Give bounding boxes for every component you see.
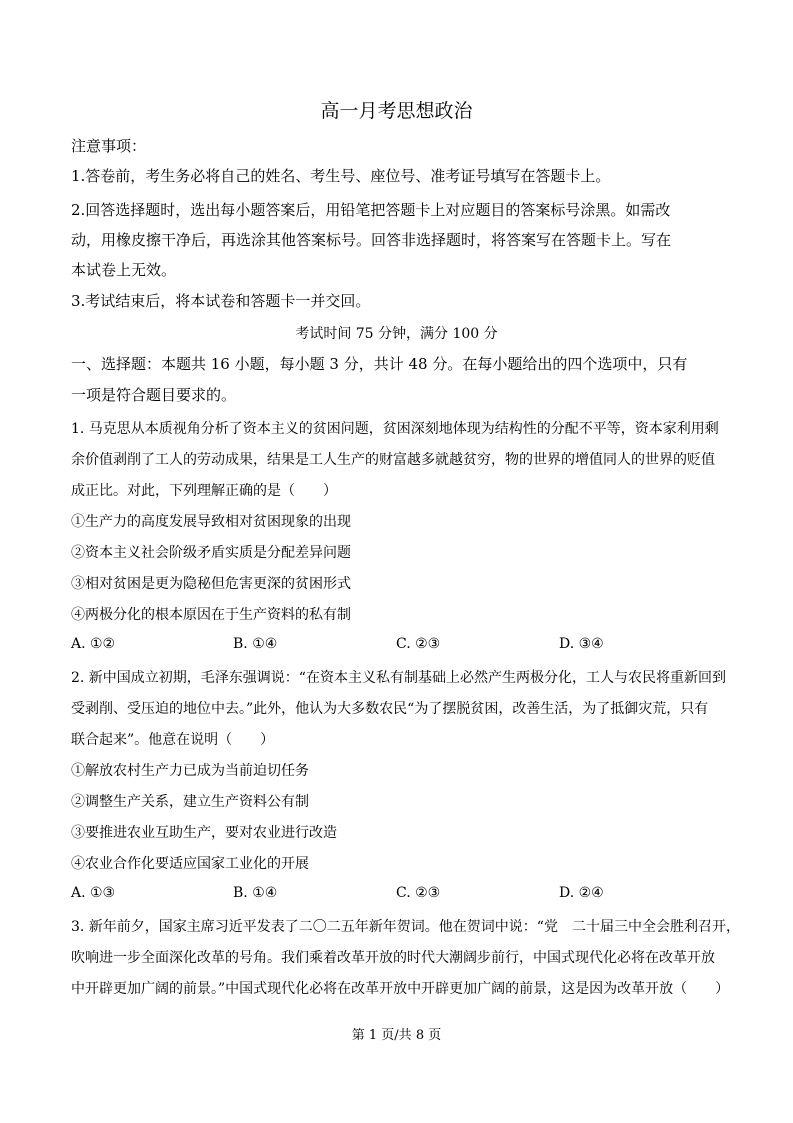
question-1-stem: 余价值剥削了工人的劳动成果，结果是工人生产的财富越多就越贫穷，物的世界的增值同人的世界的贬值 [71,452,715,468]
question-3-stem: 3. 新年前夕，国家主席习近平发表了二〇二五年新年贺词。他在贺词中说：“党 二十届三中全会胜利召开， [71,919,740,935]
notice-line: 本试卷上无效。 [71,261,177,279]
option-b: B. ①④ [233,885,278,901]
question-2-item: ②调整生产关系，建立生产资料公有制 [71,794,309,810]
option-d: D. ③④ [559,636,604,652]
option-a: A. ①③ [71,885,116,901]
option-d: D. ②④ [559,885,604,901]
notice-line: 1.答卷前，考生务必将自己的姓名、考生号、座位号、准考证号填写在答题卡上。 [71,167,611,185]
option-b: B. ①④ [233,636,278,652]
question-1-item: ④两极分化的根本原因在于生产资料的私有制 [71,607,351,623]
exam-info: 考试时间 75 分钟，满分 100 分 [295,326,498,342]
question-2-stem: 联合起来”。他意在说明（ ） [71,732,275,748]
question-3-stem: 吹响进一步全面深化改革的号角。我们乘着改革开放的时代大潮阔步前行，中国式现代化必将在改革开放 [71,950,715,966]
question-1-item: ③相对贫困是更为隐秘但危害更深的贫困形式 [71,576,351,592]
question-2-options [71,885,721,905]
question-2-stem: 受剥削、受压迫的地位中去。”此外，他认为大多数农民“为了摆脱贫困，改善生活，为了抵御灾荒，只有 [71,701,709,717]
section-heading: 一、选择题：本题共 16 小题，每小题 3 分，共计 48 分。在每小题给出的四个选项中，只有 [71,355,688,373]
question-1-stem: 成正比。对此，下列理解正确的是（ ） [71,483,337,499]
question-1-stem: 1. 马克思从本质视角分析了资本主义的贫困问题，贫困深刻地体现为结构性的分配不平等，资本家利用剩 [71,421,719,437]
exam-title: 高一月考思想政治 [320,100,473,122]
section-heading: 一项是符合题目要求的。 [71,386,237,404]
question-2-item: ④农业合作化要适应国家工业化的开展 [71,856,309,872]
page-footer: 第 1 页/共 8 页 [351,1028,442,1043]
question-3-stem: 中开辟更加广阔的前景。”中国式现代化必将在改革开放中开辟更加广阔的前景，这是因为改革开放（ ） [71,981,730,997]
question-1-item: ①生产力的高度发展导致相对贫困现象的出现 [71,514,351,530]
question-2-stem: 2. 新中国成立初期，毛泽东强调说：“在资本主义私有制基础上必然产生两极分化，工人与农民将重新回到 [71,670,726,686]
notice-heading: 注意事项： [71,137,147,155]
notice-line: 动，用橡皮擦干净后，再选涂其他答案标号。回答非选择题时，将答案写在答题卡上。写在 [71,231,672,249]
notice-line: 2.回答选择题时，选出每小题答案后，用铅笔把答题卡上对应题目的答案标号涂黑。如需改 [71,201,671,219]
option-c: C. ②③ [396,885,441,901]
question-2-item: ③要推进农业互助生产，要对农业进行改造 [71,825,337,841]
question-2-item: ①解放农村生产力已成为当前迫切任务 [71,763,309,779]
option-c: C. ②③ [396,636,441,652]
notice-line: 3.考试结束后，将本试卷和答题卡一并交回。 [71,292,371,310]
option-a: A. ①② [71,636,116,652]
question-1-item: ②资本主义社会阶级矛盾实质是分配差异问题 [71,545,351,561]
question-1-options [71,636,721,656]
